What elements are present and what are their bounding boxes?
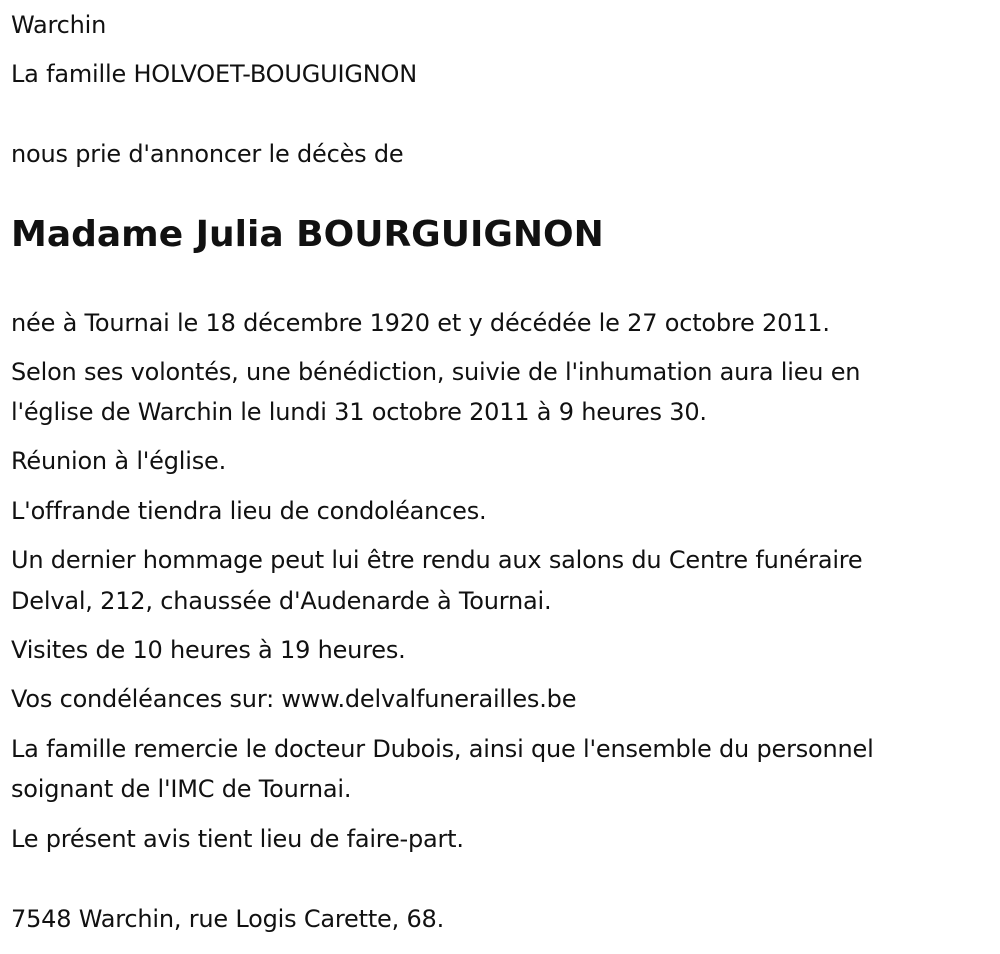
tribute-line-1: Un dernier hommage peut lui être rendu aux salons du Centre funéraire [11,546,863,574]
offering-line: L'offrande tiendra lieu de condoléances. [11,497,487,525]
condolences-line: Vos condéléances sur: www.delvalfunerailles.be [11,685,577,713]
notice-line: Le présent avis tient lieu de faire-part. [11,825,464,853]
deceased-name: Madame Julia BOURGUIGNON [11,214,604,255]
announcement-line: nous prie d'annoncer le décès de [11,140,404,168]
thanks-line-2: soignant de l'IMC de Tournai. [11,775,352,803]
thanks-line-1: La famille remercie le docteur Dubois, ainsi que l'ensemble du personnel [11,735,874,763]
birth-death-line: née à Tournai le 18 décembre 1920 et y décédée le 27 octobre 2011. [11,309,830,337]
ceremony-line-1: Selon ses volontés, une bénédiction, suivie de l'inhumation aura lieu en [11,358,861,386]
address-line: 7548 Warchin, rue Logis Carette, 68. [11,905,445,933]
tribute-line-2: Delval, 212, chaussée d'Audenarde à Tournai. [11,587,552,615]
ceremony-line-2: l'église de Warchin le lundi 31 octobre 2011 à 9 heures 30. [11,398,707,426]
meeting-line: Réunion à l'église. [11,447,227,475]
visits-line: Visites de 10 heures à 19 heures. [11,636,406,664]
family-line: La famille HOLVOET-BOUGUIGNON [11,60,417,88]
town-heading: Warchin [11,11,107,39]
